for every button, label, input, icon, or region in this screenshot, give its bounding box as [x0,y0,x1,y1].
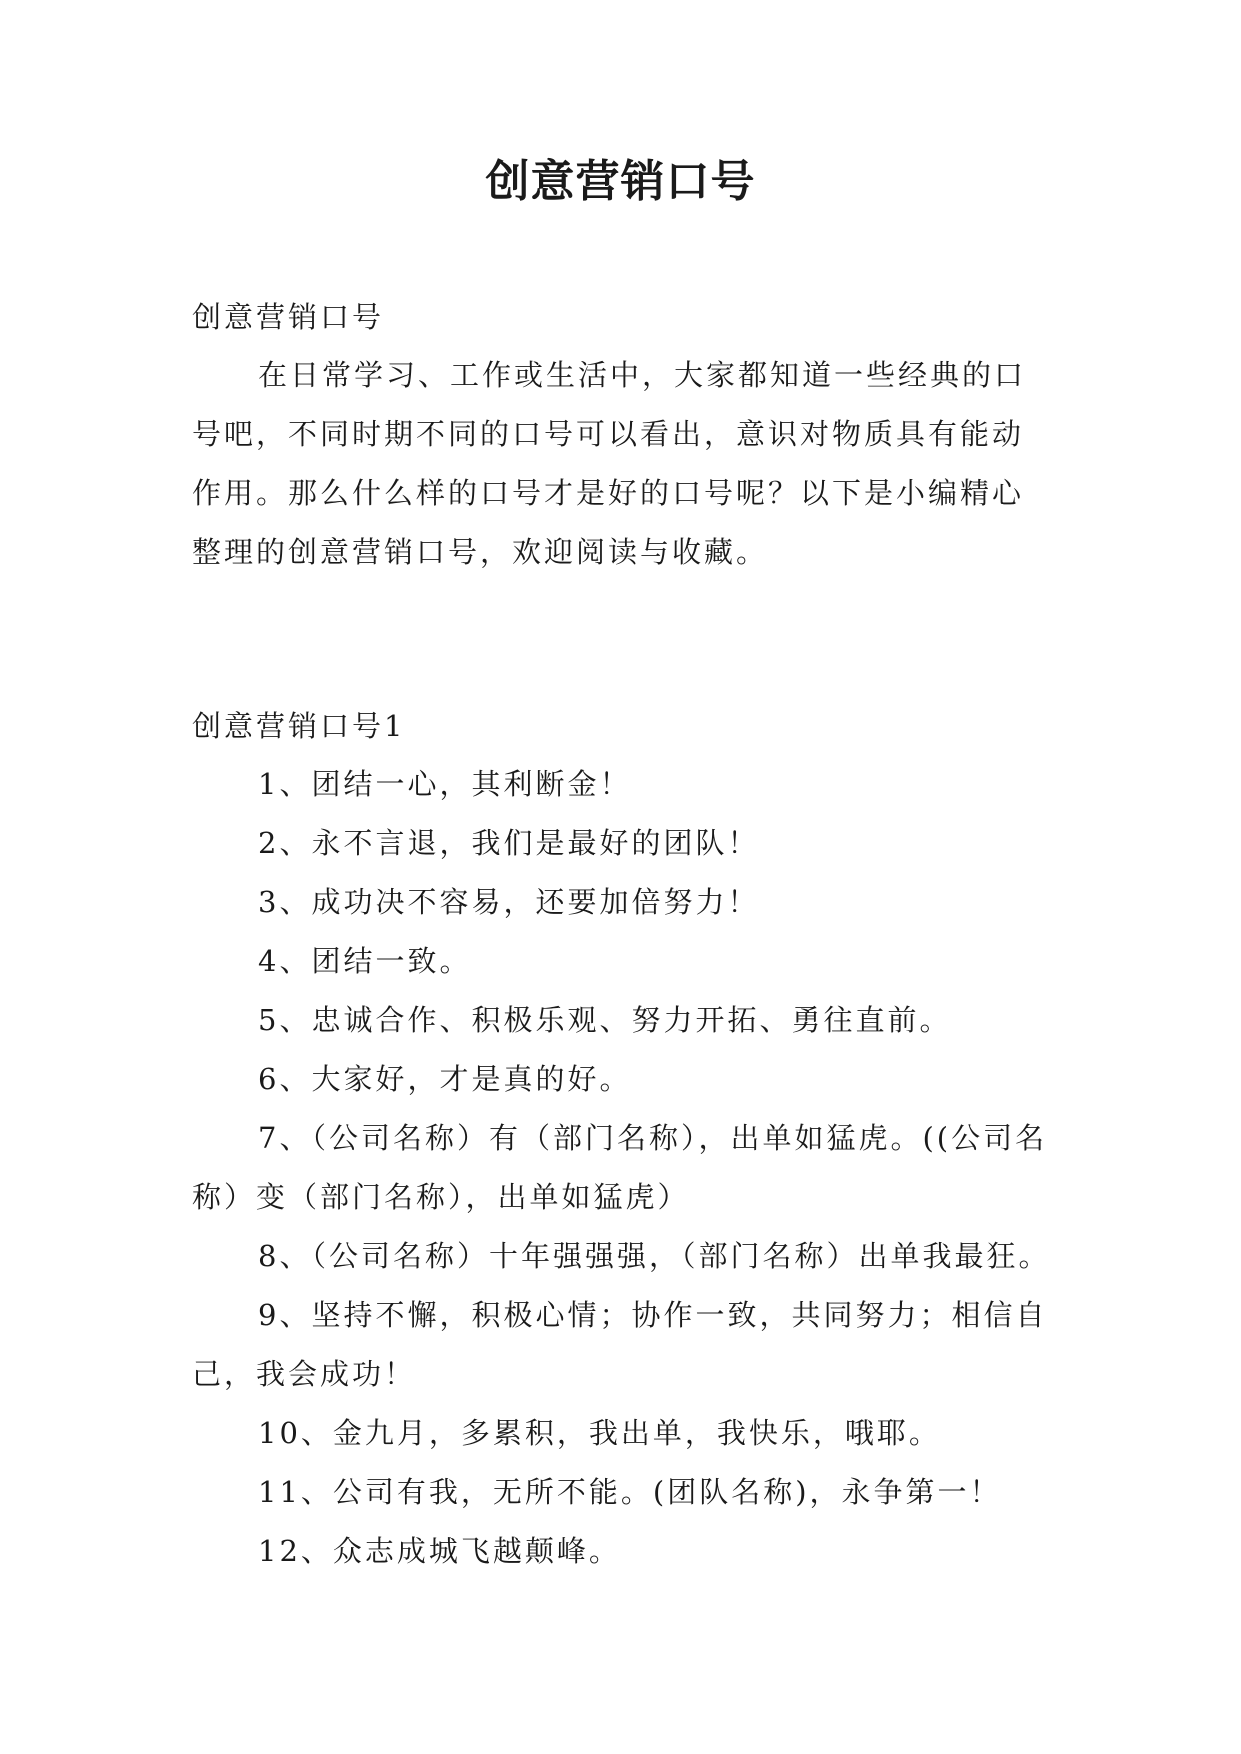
slogan-item: 9、坚持不懈，积极心情；协作一致，共同努力；相信自己，我会成功！ [192,1298,1048,1391]
document-title: 创意营销口号 [485,156,756,207]
slogan-item: 11、公司有我，无所不能。(团队名称)，永争第一！ [258,1475,1002,1509]
slogan-item: 3、成功决不容易，还要加倍努力！ [258,885,760,919]
slogan-list [192,755,1054,1581]
document-subtitle: 创意营销口号 [192,300,385,334]
slogan-item: 12、众志成城飞越颠峰。 [258,1534,621,1568]
slogan-item: 5、忠诚合作、积极乐观、努力开拓、勇往直前。 [258,1003,952,1037]
slogan-item: 10、金九月，多累积，我出单，我快乐，哦耶。 [258,1416,941,1450]
slogan-item: 8、（公司名称）十年强强强，（部门名称）出单我最狂。 [258,1239,1051,1273]
intro-paragraph: 在日常学习、工作或生活中，大家都知道一些经典的口号吧，不同时期不同的口号可以看出，意识对物质具有能动作用。那么什么样的口号才是好的口号呢？以下是小编精心整理的创意营销口号，欢迎阅读与收藏。 [192,358,1027,569]
slogan-item: 6、大家好，才是真的好。 [258,1062,632,1096]
slogan-item: 1、团结一心，其利断金！ [258,767,632,801]
section-heading: 创意营销口号1 [192,709,406,743]
slogan-item: 7、（公司名称）有（部门名称），出单如猛虎。((公司名称）变（部门名称），出单如猛虎） [192,1121,1048,1214]
slogan-item: 4、团结一致。 [258,944,472,978]
slogan-item: 2、永不言退，我们是最好的团队！ [258,826,760,860]
